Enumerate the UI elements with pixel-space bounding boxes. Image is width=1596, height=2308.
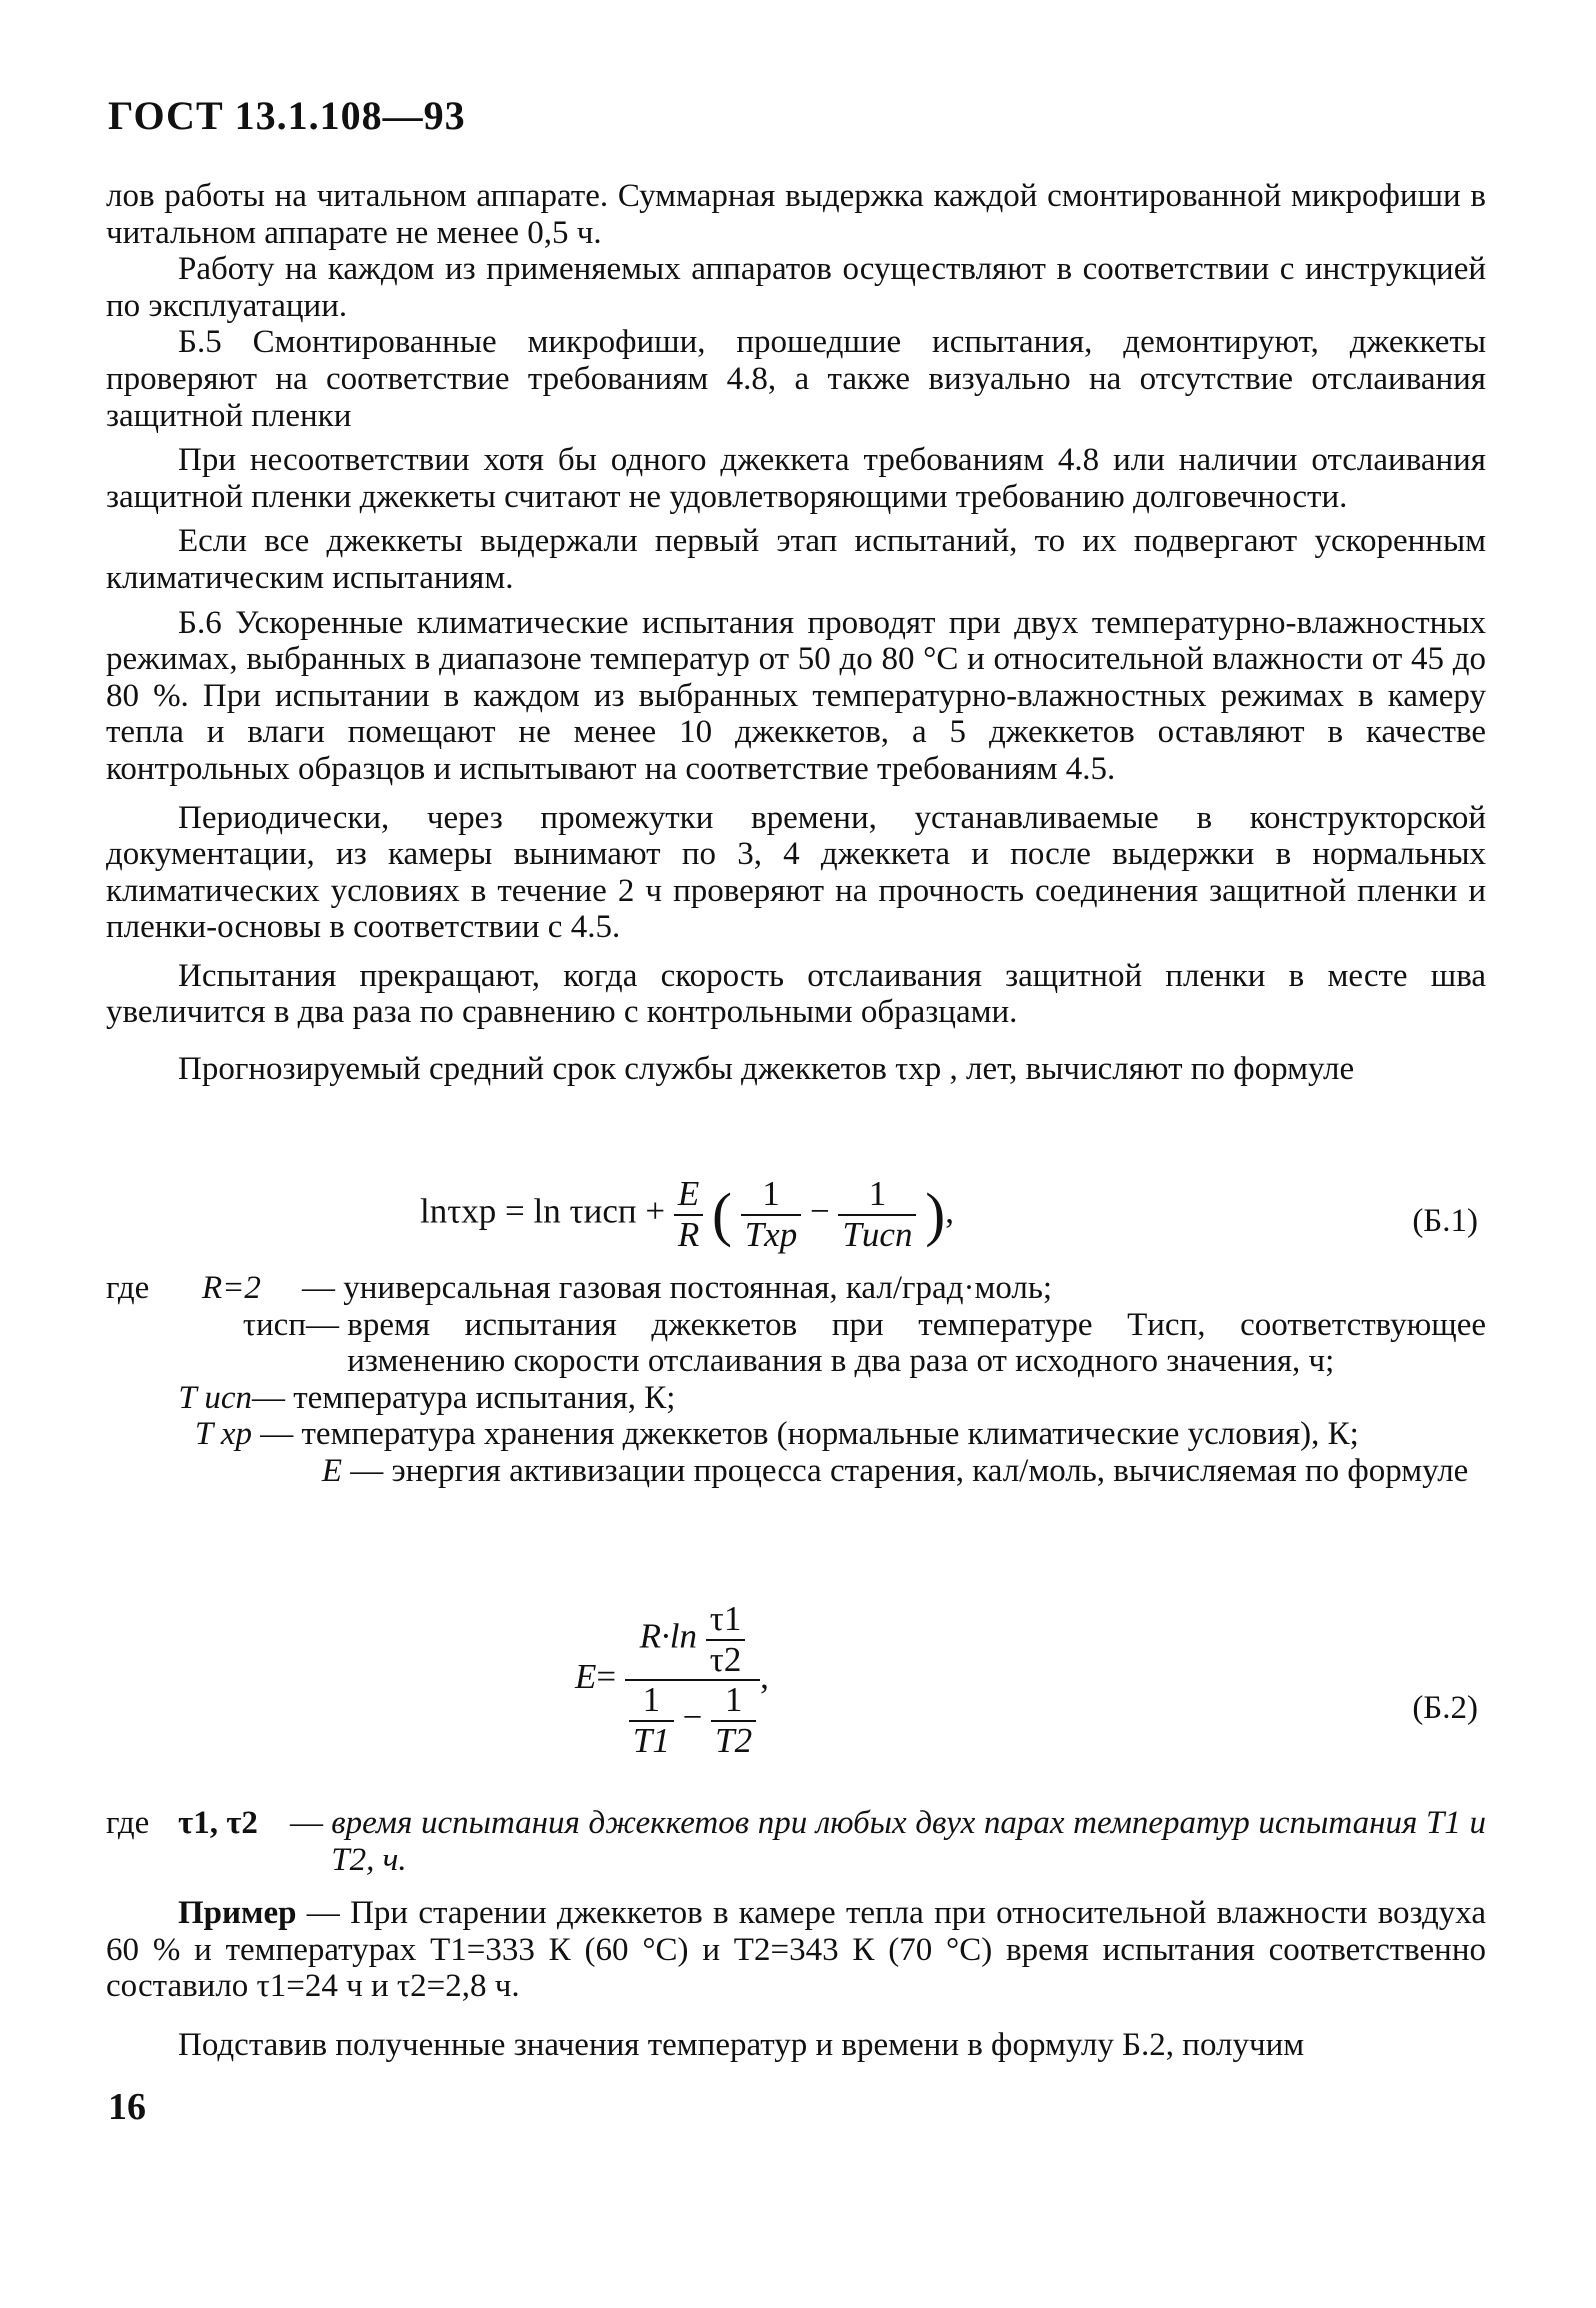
fraction: $\frac{1}{T2}$ — [711, 1681, 756, 1760]
close-paren: ) — [925, 1181, 946, 1248]
document-header: ГОСТ 13.1.108—93 — [108, 93, 466, 138]
formula-term: ln — [533, 1191, 561, 1231]
paragraph: При несоответствии хотя бы одного джеккета требованиям 4.8 или наличии отслаивания защитной пленки джеккеты считают не удовлетворяющими требованию долговечности. — [106, 442, 1486, 515]
formula-sign: − — [809, 1191, 830, 1231]
paragraph: Подставив полученные значения температур и времени в формулу Б.2, получим — [178, 2026, 1305, 2063]
formula-term: lnτхр — [420, 1191, 497, 1231]
definition-row: T исп — температура испытания, К; — [178, 1379, 676, 1416]
example-label: Пример — [178, 1895, 297, 1931]
fraction: $\frac{\tau 1}{\tau 2}$ — [706, 1600, 746, 1679]
body-text-top — [106, 178, 1486, 1088]
formula-number: (Б.2) — [1412, 1690, 1478, 1726]
fraction: $\frac{1}{T1}$ — [629, 1681, 674, 1760]
definition-row: T хр — температура хранения джеккетов (нормальные климатические условия), К; — [194, 1416, 1359, 1453]
definition-row: где R=2 — универсальная газовая постоянная, кал/град·моль; — [106, 1270, 1053, 1306]
fraction: R·ln $\frac{\tau 1}{\tau 2}$ $\frac{1}{T1}$ − $\frac{1}{T2}$ — [625, 1600, 760, 1760]
body-text-bottom — [106, 1895, 1486, 2063]
fraction: $\frac{1}{\text{Tисп}}$ — [838, 1175, 916, 1254]
definitions-list — [106, 1805, 1486, 1878]
formula-b1: lnτхр = ln τисп + $\frac{E}{R}$ ( $\frac{1}{\text{Tхр}}$ − $\frac{1}{\text{Tисп}}$ ), — [420, 1174, 954, 1254]
formula-sign: = — [505, 1191, 525, 1231]
paragraph: Испытания прекращают, когда скорость отслаивания защитной пленки в месте шва увеличится в два раза по сравнению с контрольными образцами. — [106, 957, 1486, 1031]
definition-row: τисп — время испытания джеккетов при температуре Tисп, соответствующее изменению скорости отслаивания в два раза от исходного значения, ч; — [242, 1306, 1486, 1380]
fraction: $\frac{1}{\text{Tхр}}$ — [741, 1175, 802, 1254]
formula-b2: E= R·ln $\frac{\tau 1}{\tau 2}$ $\frac{1}{T1}$ − $\frac{1}{T2}$ , — [575, 1599, 769, 1760]
definition-row: где τ1, τ2 — время испытания джеккетов при любых двух парах температур испытания T1 и T2, ч. — [106, 1805, 1486, 1878]
paragraph: Б.5 Смонтированные микрофиши, прошедшие испытания, демонтируют, джеккеты проверяют на соответствие требованиям 4.8, а также визуально на отсутствие отслаивания защитной пленки — [106, 324, 1486, 434]
fraction: $\frac{E}{R}$ — [674, 1175, 703, 1254]
formula-sign: + — [645, 1191, 666, 1231]
paragraph: Прогнозируемый средний срок службы джеккетов τхр , лет, вычисляют по формуле — [178, 1051, 1355, 1088]
paragraph: Б.6 Ускоренные климатические испытания проводят при двух температурно-влажностных режимах, выбранных в диапазоне температур от 50 до 80 °С и относительной влажности от 45 до 80 %. При испытании в каждом из выбранных температурно-влажностных режимах в камеру тепла и влаги помещают не менее 10 джеккетов, а 5 джеккетов оставляют в качестве контрольных образцов и испытывают на соответствие требованиям 4.5. — [106, 604, 1486, 787]
paragraph: лов работы на читальном аппарате. Суммарная выдержка каждой смонтированной микрофиши в читальном аппарате не менее 0,5 ч. — [106, 178, 1486, 251]
formula-term: τисп — [569, 1191, 637, 1231]
formula-number: (Б.1) — [1412, 1203, 1478, 1239]
paragraph: Если все джеккеты выдержали первый этап испытаний, то их подвергают ускоренным климатическим испытаниям. — [106, 523, 1486, 596]
definition-row: E — энергия активизации процесса старения, кал/моль, вычисляемая по формуле — [321, 1452, 1469, 1489]
open-paren: ( — [711, 1181, 732, 1248]
paragraph: Периодически, через промежутки времени, устанавливаемые в конструкторской документации, из камеры вынимают по 3, 4 джеккета и после выдержки в нормальных климатических условиях в течение 2 ч проверяют на прочность соединения защитной пленки и пленки-основы в соответствии с 4.5. — [106, 799, 1486, 946]
paragraph: Работу на каждом из применяемых аппаратов осуществляют в соответствии с инструкцией по эксплуатации. — [106, 251, 1486, 324]
page-number: 16 — [108, 2086, 146, 2128]
definitions-list — [106, 1270, 1486, 1490]
example-paragraph: Пример — При старении джеккетов в камере тепла при относительной влажности воздуха 60 % и температурах T1=333 К (60 °С) и T2=343 К (70 °С) время испытания соответственно составило τ1=24 ч и τ2=2,8 ч. — [106, 1895, 1487, 2005]
